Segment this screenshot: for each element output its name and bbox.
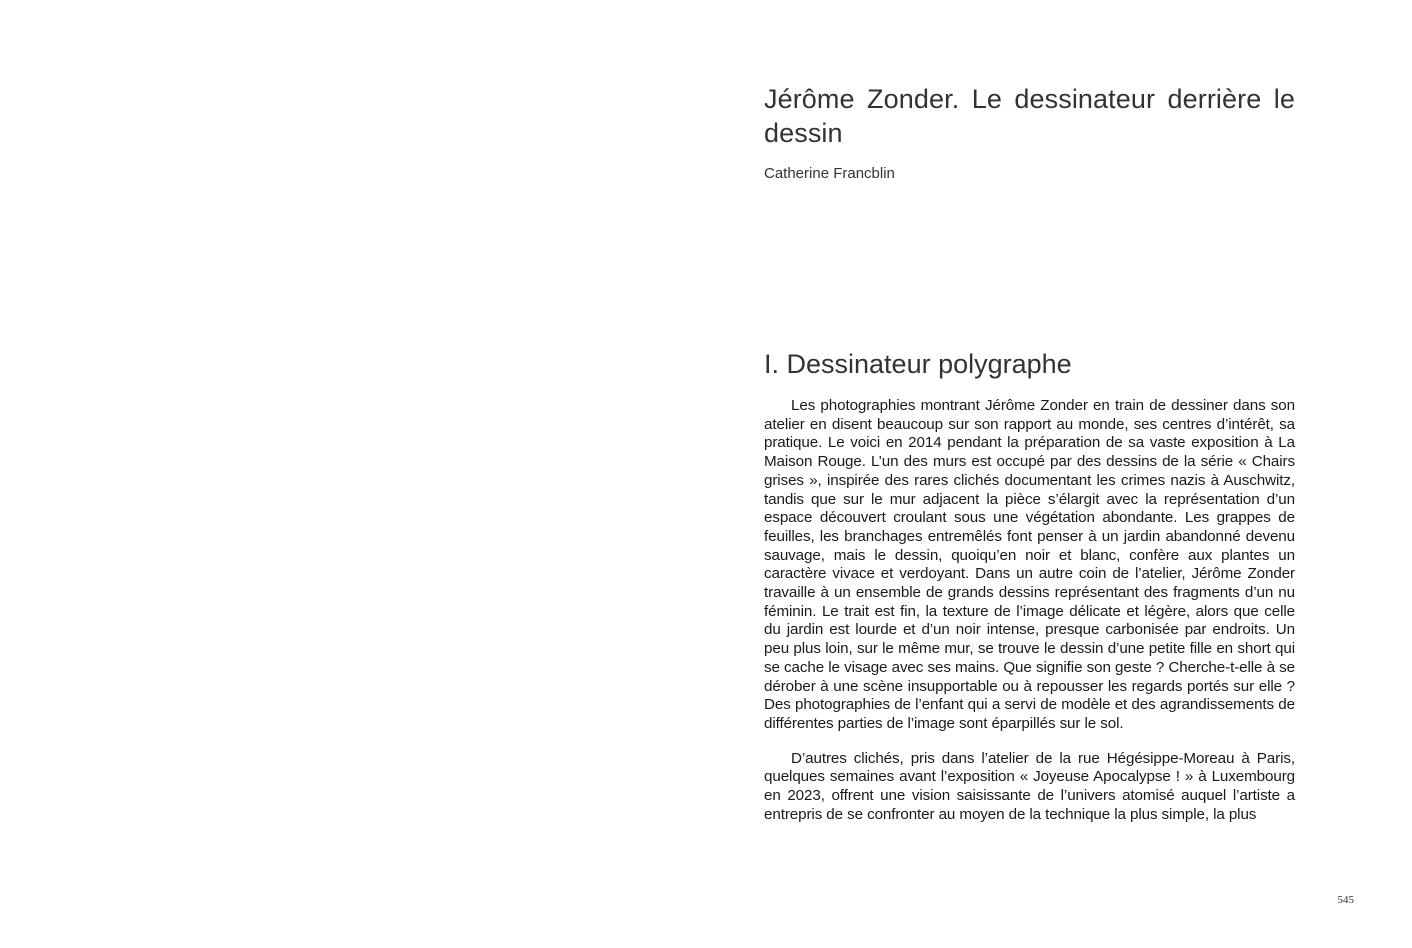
body-text (764, 397, 1295, 840)
body-paragraph: D’autres clichés, pris dans l’atelier de la rue Hégésippe-Moreau à Paris, quelques semaines avant l’exposition « Joyeuse Apocalypse ! » à Luxembourg en 2023, offrent une vision saisissante de l’univers atomisé auquel l’artiste a entrepris de se confronter au moyen de la technique la plus simple, la plus (764, 749, 1295, 823)
page-number: 545 (1337, 894, 1354, 906)
article-title: Jérôme Zonder. Le dessinateur derrière le dessin (764, 84, 1295, 148)
article-author: Catherine Francblin (764, 165, 895, 182)
body-paragraph: Les photographies montrant Jérôme Zonder en train de dessiner dans son atelier en disent beaucoup sur son rapport au monde, ses centres d’intérêt, sa pratique. Le voici en 2014 pendant la préparation de sa vaste exposition à La Maison Rouge. L’un des murs est occupé par des dessins de la série « Chairs grises », inspirée des rares clichés documentant les crimes nazis à Auschwitz, tandis que sur le mur adjacent la pièce s’élargit avec la représentation d’un espace découvert croulant sous une végétation abondante. Les grappes de feuilles, les branchages entremêlés font penser à un jardin abandonné devenu sauvage, mais le dessin, quoiqu’en noir et blanc, confère aux plantes un caractère vivace et verdoyant. Dans un autre coin de l’atelier, Jérôme Zonder travaille à un ensemble de grands dessins représentant des fragments d’un nu féminin. Le trait est fin, la texture de l’image délicate et légère, alors que celle du jardin est lourde et d’un noir intense, presque carbonisée par endroits. Un peu plus loin, sur le même mur, se trouve le dessin d’une petite fille en short qui se cache le visage avec ses mains. Que signifie son geste ? Cherche-t-elle à se dérober à une scène insupportable ou à repousser les regards portés sur elle ? Des photographies de l’enfant qui a servi de modèle et des agrandissements de différentes parties de l’image sont éparpillés sur le sol. (764, 397, 1295, 732)
section-heading: I. Dessinateur polygraphe (764, 349, 1072, 379)
right-page (706, 0, 1412, 948)
